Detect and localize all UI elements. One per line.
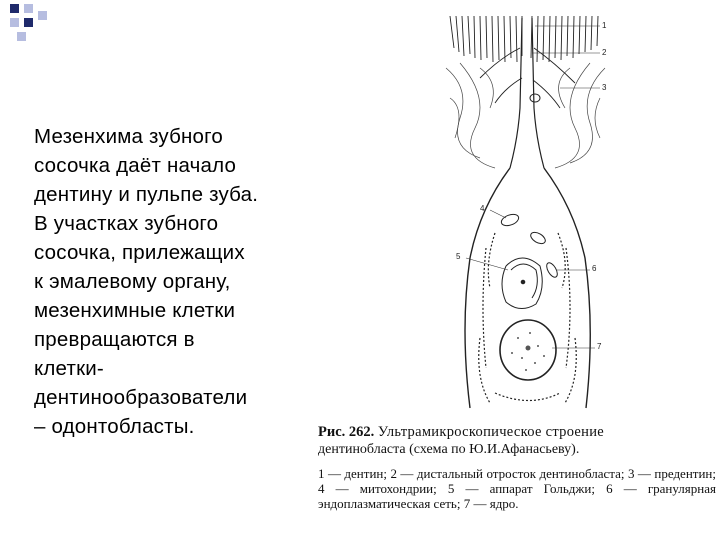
body-line: Мезенхима зубного	[34, 125, 223, 148]
body-line: к эмалевому органу,	[34, 270, 231, 293]
corner-square-light	[10, 18, 19, 27]
caption-title	[318, 424, 718, 441]
callout-label: 1	[602, 21, 607, 30]
odontoblast-diagram	[440, 8, 620, 420]
caption-legend: 1 — дентин; 2 — дистальный отросток дентинобласта; 3 — предентин; 4 — митохондрии; 5 — аппарат Гольджи; 6 — гранулярная эндоплазматическая сеть; 7 — ядро.	[318, 466, 716, 511]
dentin-hatching	[450, 16, 598, 62]
golgi-apparatus	[502, 258, 542, 309]
callout-label: 4	[480, 204, 485, 213]
corner-square-dark	[10, 4, 19, 13]
distal-process	[510, 18, 544, 168]
caption-subtitle: дентинобласта (схема по Ю.И.Афанасьеву).	[318, 442, 580, 457]
callout-label: 5	[456, 252, 461, 261]
corner-square-light	[17, 32, 26, 41]
body-line: дентинообразователи	[34, 386, 248, 409]
mitochondrion	[500, 212, 520, 228]
predentin-fibres	[446, 63, 605, 168]
body-line: дентину и пульпе зуба.	[34, 183, 259, 206]
body-line: сосочка, прилежащих	[34, 241, 245, 264]
corner-square-light	[38, 11, 47, 20]
mitochondrion	[530, 94, 540, 102]
caption-number: Рис. 262.	[318, 424, 375, 440]
odontoblast-drawing	[440, 8, 620, 420]
callout-label: 3	[602, 83, 607, 92]
caption-title-text: Ультрамикроскопическое строение	[377, 424, 605, 440]
body-line: клетки-	[34, 357, 104, 380]
chromatin	[511, 332, 545, 371]
body-line: превращаются в	[34, 328, 195, 351]
body-line: мезенхимные клетки	[34, 299, 236, 322]
body-line: сосочка даёт начало	[34, 154, 237, 177]
callout-label: 7	[597, 342, 602, 351]
corner-square-dark	[24, 18, 33, 27]
callout-label: 2	[602, 48, 607, 57]
slide-body-text	[34, 122, 304, 441]
callout-label: 6	[592, 264, 597, 273]
figure-caption	[318, 424, 718, 511]
body-line: В участках зубного	[34, 212, 219, 235]
body-line: – одонтобласты.	[34, 415, 195, 438]
corner-square-light	[24, 4, 33, 13]
mitochondrion	[529, 230, 547, 246]
